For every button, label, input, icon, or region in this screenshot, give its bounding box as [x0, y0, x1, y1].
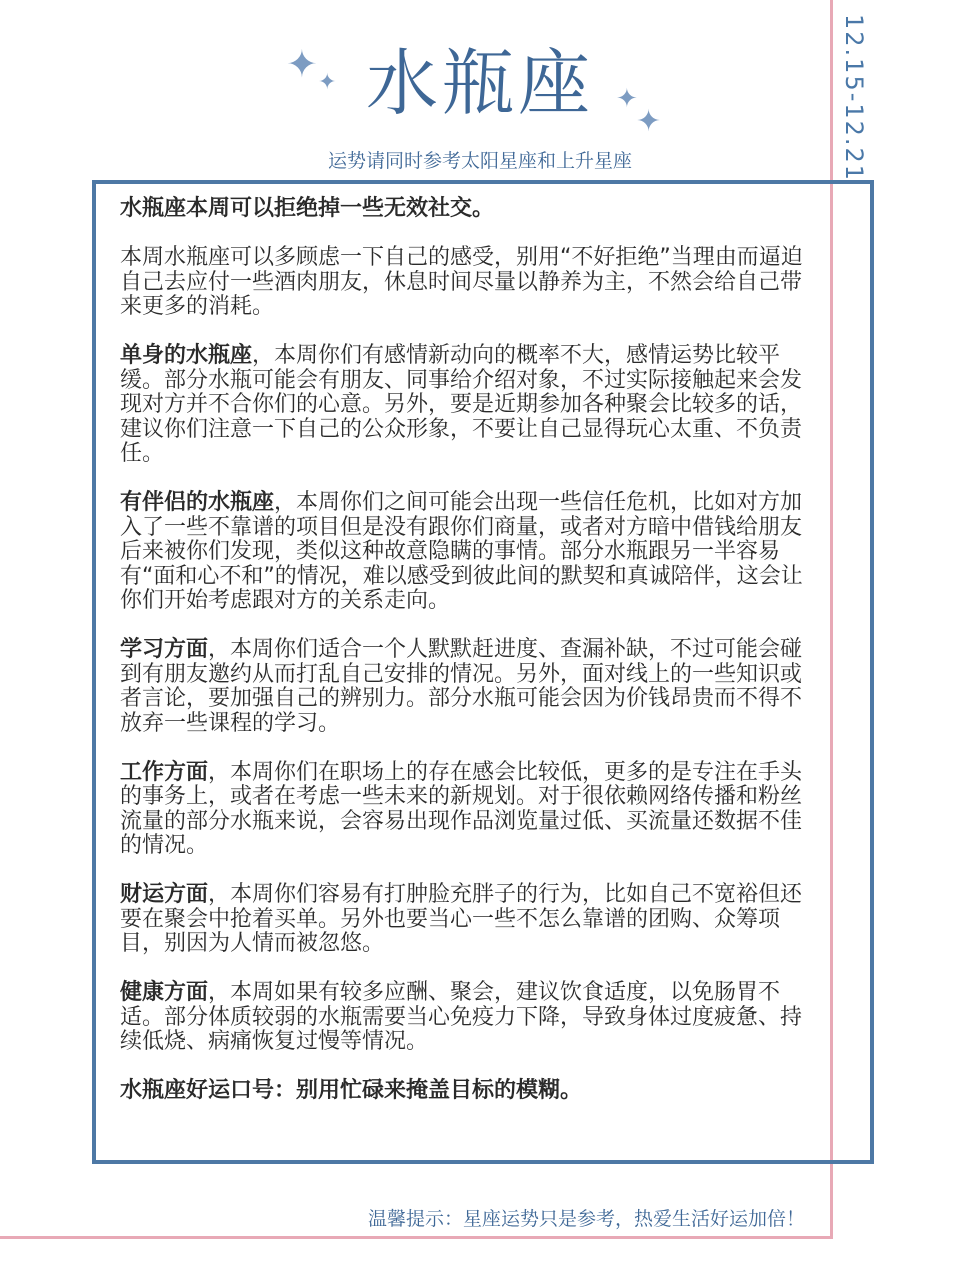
section-text: ，本周你们容易有打肿脸充胖子的行为，比如自己不宽裕但还要在聚会中抢着买单。另外也要当心一些不怎么靠谱的团购、众筹项目，别因为人情而被忽悠。	[120, 882, 803, 956]
subtitle: 运势请同时参考太阳星座和上升星座	[327, 150, 632, 172]
sparkle-icon: ✦	[616, 84, 638, 114]
section-heading: 健康方面	[120, 980, 209, 1005]
sparkle-icon: ✦	[636, 104, 662, 139]
section-text: ，本周你们在职场上的存在感会比较低，更多的是专注在手头的事务上，或者在考虑一些未来的新规划。对于很依赖网络传播和粉丝流量的部分水瓶来说，会容易出现作品浏览量过低、买流量还数据不佳的情况。	[120, 759, 803, 858]
sparkle-icon: ✦	[286, 42, 318, 86]
intro-paragraph: 本周水瓶座可以多顾虑一下自己的感受，别用“不好拒绝”当理由而逼迫自己去应付一些酒肉朋友，休息时间尽量以静养为主，不然会给自己带来更多的消耗。	[120, 245, 803, 319]
section-wealth	[120, 883, 816, 957]
section-text: ，本周你们之间可能会出现一些信任危机，比如对方加入了一些不靠谱的项目但是没有跟你们商量，或者对方暗中借钱给朋友后来被你们发现，类似这种故意隐瞒的事情。部分水瓶跟另一半容易有“面和心不和”的情况，难以感受到彼此间的默契和真诚陪伴，这会让你们开始考虑跟对方的关系走向。	[120, 490, 803, 613]
section-heading: 单身的水瓶座	[120, 343, 253, 368]
footer-tip: 温馨提示：星座运势只是参考，热爱生活好运加倍！	[368, 1208, 806, 1230]
page-title: 水瓶座	[365, 41, 594, 125]
section-text: ，本周如果有较多应酬、聚会，建议饮食适度，以免肠胃不适。部分体质较弱的水瓶需要当心免疫力下降，导致身体过度疲惫、持续低烧、病痛恢复过慢等情况。	[120, 980, 803, 1054]
section-text: ，本周你们有感情新动向的概率不大，感情运势比较平缓。部分水瓶可能会有朋友、同事给介绍对象，不过实际接触起来会发现对方并不合你们的心意。另外，要是近期参加各种聚会比较多的话，建议你们注意一下自己的公众形象，不要让自己显得玩心太重、不负责任。	[120, 343, 803, 466]
sparkle-icon: ✦	[318, 70, 337, 95]
section-heading: 财运方面	[120, 882, 209, 907]
section-heading: 学习方面	[120, 637, 209, 662]
slogan: 水瓶座好运口号：别用忙碌来掩盖目标的模糊。	[120, 1078, 583, 1103]
section-single	[120, 344, 816, 467]
section-heading: 工作方面	[120, 759, 209, 785]
section-study	[120, 638, 816, 736]
section-text: ，本周你们适合一个人默默赶进度、查漏补缺，不过可能会碰到有朋友邀约从而打乱自己安排的情况。另外，面对线上的一些知识或者言论，要加强自己的辨别力。部分水瓶可能会因为价钱昂贵而不得不放弃一些课程的学习。	[120, 637, 803, 736]
headline: 水瓶座本周可以拒绝掉一些无效社交。	[120, 196, 495, 221]
section-couple	[120, 491, 816, 614]
date-range: 12.15-12.21	[840, 14, 868, 183]
section-health	[120, 981, 816, 1055]
section-heading: 有伴侣的水瓶座	[120, 490, 275, 515]
horoscope-content	[120, 197, 816, 1128]
section-work	[120, 761, 816, 859]
pink-horizontal-line	[0, 1236, 833, 1239]
